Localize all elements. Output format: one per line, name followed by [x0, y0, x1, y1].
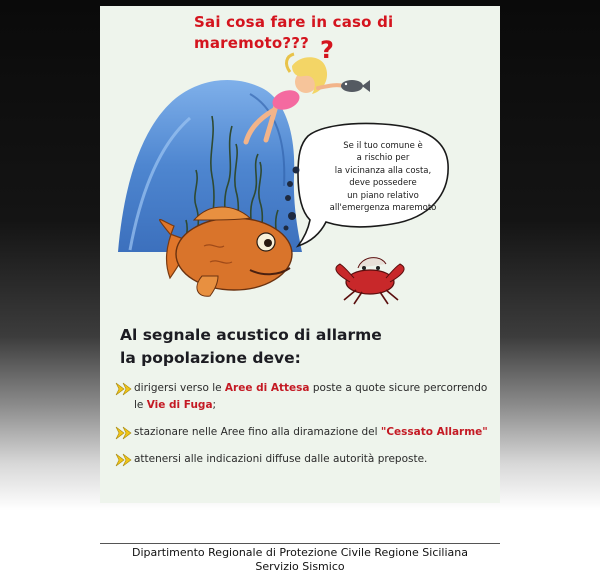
footer-credit	[100, 543, 500, 574]
alarm-heading: Al segnale acustico di allarme la popolazione deve:	[120, 326, 382, 367]
instruction-text-2: stazionare nelle Aree fino alla diramazione del "Cessato Allarme"	[134, 426, 488, 438]
instruction-text-1: dirigersi verso le Aree di Attesa poste a quote sicure percorrendo le Vie di Fuga;	[134, 382, 488, 411]
bubble-text: Se il tuo comune è a rischio per la vicinanza alla costa, deve possedere un piano relativo all'emergenza maremoto	[329, 141, 437, 214]
footer-line-2: Servizio Sismico	[255, 560, 345, 573]
instruction-item-2	[114, 424, 494, 441]
chevron-bullet-icon	[114, 453, 134, 467]
footer-line-1: Dipartimento Regionale di Protezione Civile Regione Siciliana	[132, 546, 468, 559]
instruction-item-3	[114, 451, 494, 468]
chevron-bullet-icon	[114, 426, 134, 440]
chevron-bullet-icon	[114, 382, 134, 396]
poster	[100, 6, 500, 503]
instruction-item-1	[114, 380, 494, 414]
instruction-list	[114, 380, 494, 478]
poster-title: Sai cosa fare in caso di maremoto???	[194, 13, 394, 52]
question-mark-icon: ?	[320, 36, 334, 64]
instruction-text-3: attenersi alle indicazioni diffuse dalle autorità preposte.	[134, 453, 428, 465]
